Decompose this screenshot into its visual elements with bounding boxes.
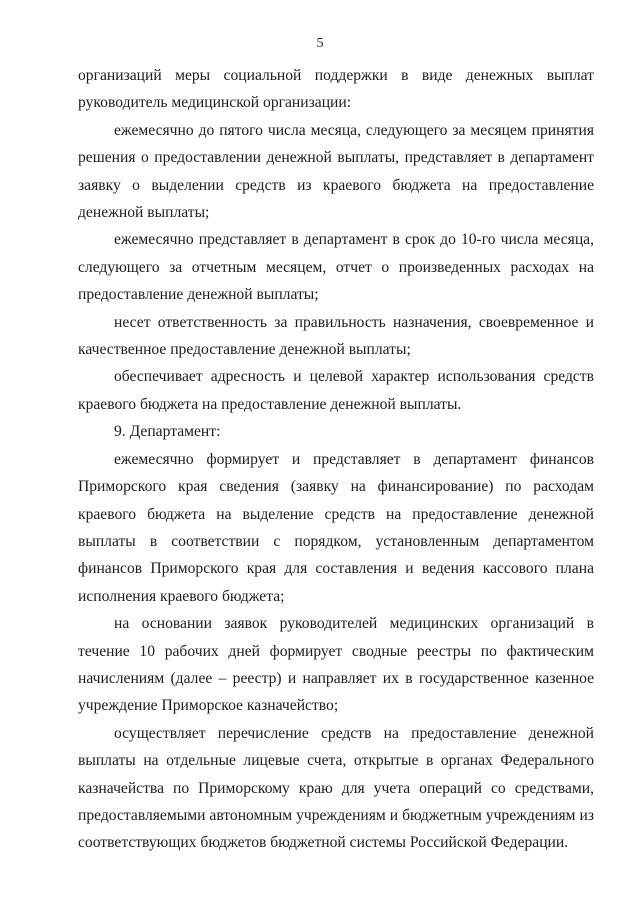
section-heading: 9. Департамент: bbox=[114, 423, 221, 441]
paragraph: несет ответственность за правильность назначения, своевременное и качественное предоставление денежной выплаты; bbox=[78, 313, 594, 359]
page-number: 5 bbox=[316, 36, 324, 51]
paragraph: ежемесячно представляет в департамент в срок до 10-го числа месяца, следующего за отчетным месяцем, отчет о произведенных расходах на предоставление денежной выплаты; bbox=[78, 231, 594, 304]
paragraph: ежемесячно до пятого числа месяца, следующего за месяцем принятия решения о предоставлении денежной выплаты, представляет в департамент заявку о выделении средств из краевого бюджета на предоставление денежной выплаты; bbox=[78, 121, 594, 222]
paragraph: осуществляет перечисление средств на предоставление денежной выплаты на отдельные лицевые счета, открытые в органах Федерального казначейства по Приморскому краю для учета операций со средствами, предоставляемыми автономным учреждениям и бюджетным учреждениям из соответствующих бюджетов бюджетной системы Российской Федерации. bbox=[78, 724, 594, 852]
paragraph: ежемесячно формирует и представляет в департамент финансов Приморского края сведения (заявку на финансирование) по расходам краевого бюджета на выделение средств на предоставление денежной выплаты в соответствии с порядком, установленным департаментом финансов Приморского края для составления и ведения кассового плана исполнения краевого бюджета; bbox=[78, 450, 594, 605]
document-body bbox=[78, 62, 594, 857]
paragraph-continuation: организаций меры социальной поддержки в виде денежных выплат руководитель медицинской организации: bbox=[78, 67, 594, 112]
paragraph: на основании заявок руководителей медицинских организаций в течение 10 рабочих дней формирует сводные реестры по фактическим начислениям (далее – реестр) и направляет их в государственное казенное учреждение Приморское казначейство; bbox=[78, 615, 594, 715]
paragraph: обеспечивает адресность и целевой характер использования средств краевого бюджета на предоставление денежной выплаты. bbox=[78, 368, 594, 413]
